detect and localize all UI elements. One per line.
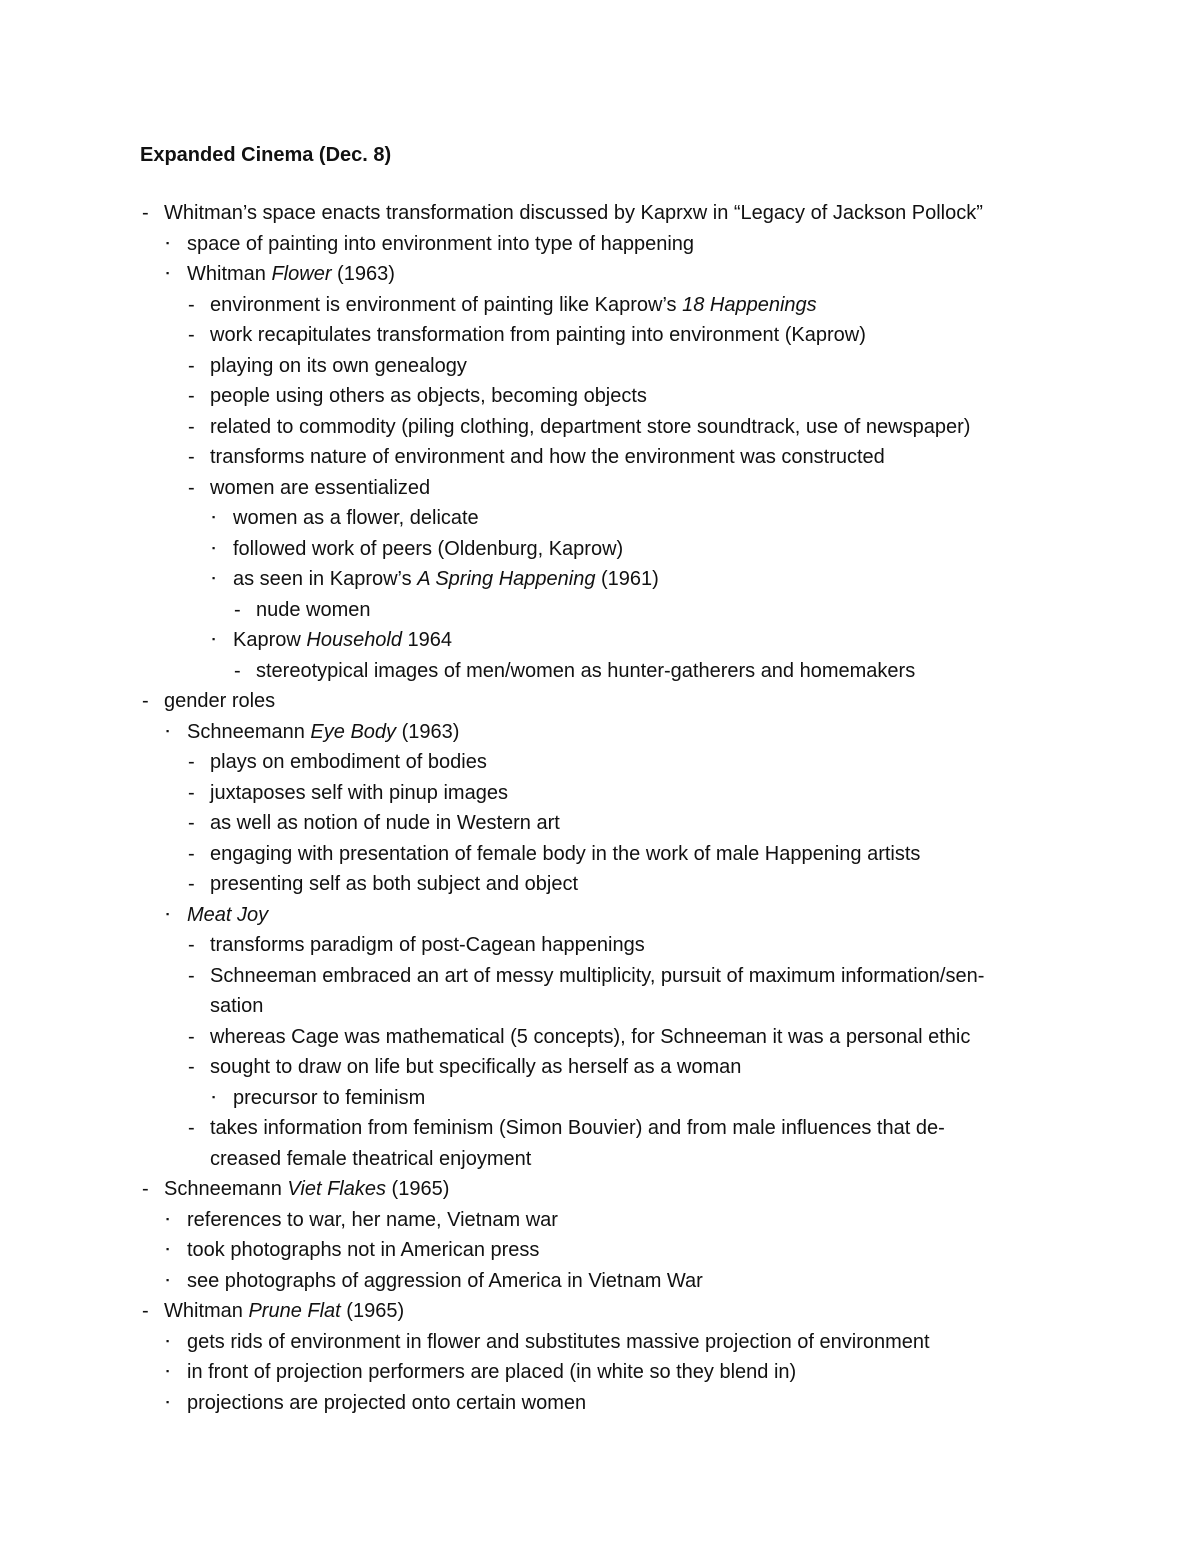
text-run: engaging with presentation of female body in the work of male Happening artists (210, 843, 921, 865)
outline-item (0, 1389, 1200, 1417)
text-run: (1963) (331, 263, 395, 285)
text-run: whereas Cage was mathematical (5 concepts), for Schneeman it was a personal ethic (210, 1026, 971, 1048)
outline-item (0, 260, 1200, 288)
outline-item-text (210, 474, 430, 502)
text-run: as seen in Kaprow’s (233, 568, 418, 590)
italic-title: Meat Joy (187, 904, 269, 926)
outline-item-text (233, 535, 623, 563)
text-run: (1961) (595, 568, 659, 590)
text-run: (1965) (386, 1178, 450, 1200)
outline-item (0, 840, 1200, 868)
outline-item (0, 443, 1200, 471)
text-run: in front of projection performers are placed (in white so they blend in) (187, 1361, 797, 1383)
dash-marker: - (188, 446, 195, 468)
text-run: (1963) (396, 721, 460, 743)
outline-item (0, 321, 1200, 349)
outline-item-text (210, 413, 970, 441)
bullet-marker: ▪ (212, 573, 216, 583)
outline-item-text (233, 626, 452, 654)
dash-marker: - (234, 660, 241, 682)
outline-item (0, 992, 1200, 1020)
outline-item-text (210, 382, 647, 410)
outline-item-text (233, 1084, 425, 1112)
outline-item-text (187, 1267, 703, 1295)
outline-item (0, 687, 1200, 715)
outline-item-text (210, 352, 467, 380)
text-run: Whitman (187, 263, 272, 285)
dash-marker: - (188, 1117, 195, 1139)
outline-item (0, 809, 1200, 837)
text-run: followed work of peers (Oldenburg, Kaprow) (233, 538, 624, 560)
text-run: transforms paradigm of post-Cagean happenings (210, 934, 645, 956)
text-run: Schneemann (187, 721, 311, 743)
bullet-marker: ▪ (212, 634, 216, 644)
bullet-marker: ▪ (166, 1214, 170, 1224)
outline-item-text (187, 1328, 930, 1356)
outline-item (0, 718, 1200, 746)
outline-item-text (210, 809, 560, 837)
bullet-marker: ▪ (166, 268, 170, 278)
bullet-marker: ▪ (212, 543, 216, 553)
outline-item-text (210, 443, 885, 471)
dash-marker: - (188, 1026, 195, 1048)
outline-item (0, 1023, 1200, 1051)
outline-item-text (210, 1053, 741, 1081)
dash-marker: - (142, 1300, 149, 1322)
bullet-marker: ▪ (166, 1275, 170, 1285)
outline-item (0, 504, 1200, 532)
text-run: gender roles (164, 690, 276, 712)
text-run: (1965) (340, 1300, 405, 1322)
text-run: sought to draw on life but specifically as herself as a woman (210, 1056, 742, 1078)
italic-title: Household (306, 629, 402, 651)
dash-marker: - (142, 1178, 149, 1200)
outline-item-text (210, 779, 508, 807)
outline-item (0, 199, 1200, 227)
dash-marker: - (188, 782, 195, 804)
outline-item (0, 870, 1200, 898)
italic-title: Flower (271, 263, 332, 285)
outline-item (0, 1267, 1200, 1295)
outline-item-text (210, 748, 487, 776)
text-run: playing on its own genealogy (210, 355, 467, 377)
text-run: nude women (256, 599, 371, 621)
document-title: Expanded Cinema (Dec. 8) (140, 144, 392, 166)
text-run: 1964 (402, 629, 453, 651)
dash-marker: - (188, 1056, 195, 1078)
outline-item (0, 1145, 1200, 1173)
text-run: Kaprow (233, 629, 307, 651)
text-run: Whitman’s space enacts transformation discussed by Kaprxw in “Legacy of Jackson Pollock” (164, 202, 983, 224)
outline-item (0, 1114, 1200, 1142)
outline-item (0, 474, 1200, 502)
text-run: transforms nature of environment and how the environment was constructed (210, 446, 885, 468)
dash-marker: - (188, 843, 195, 865)
outline-item-text (187, 230, 694, 258)
outline-item (0, 1175, 1200, 1203)
outline-item (0, 413, 1200, 441)
outline-item (0, 1053, 1200, 1081)
text-run: presenting self as both subject and object (210, 873, 579, 895)
outline-item-text (210, 1145, 531, 1173)
dash-marker: - (188, 324, 195, 346)
text-run: juxtaposes self with pinup images (210, 782, 508, 804)
outline-item-text (187, 901, 268, 929)
text-run: women are essentialized (210, 477, 431, 499)
outline-item (0, 1328, 1200, 1356)
outline-item (0, 230, 1200, 258)
text-run: related to commodity (piling clothing, department store soundtrack, use of newspaper) (210, 416, 971, 438)
dash-marker: - (188, 965, 195, 987)
outline-item-text (210, 962, 984, 990)
outline-item (0, 596, 1200, 624)
dash-marker: - (188, 751, 195, 773)
italic-title: Prune Flat (248, 1300, 341, 1322)
outline-item-text (210, 931, 645, 959)
italic-title: A Spring Happening (417, 568, 596, 590)
outline-item (0, 1297, 1200, 1325)
outline-item-text (210, 291, 817, 319)
outline-item-text (210, 840, 920, 868)
text-run: women as a flower, delicate (233, 507, 479, 529)
text-run: takes information from feminism (Simon Bouvier) and from male influences that de- (210, 1117, 945, 1139)
outline-item-text (210, 1023, 970, 1051)
outline-item-text (187, 1236, 539, 1264)
text-run: sation (210, 995, 264, 1017)
outline-item-text (187, 260, 395, 288)
outline-item-text (187, 718, 459, 746)
bullet-marker: ▪ (166, 1397, 170, 1407)
bullet-marker: ▪ (166, 238, 170, 248)
text-run: Whitman (164, 1300, 249, 1322)
bullet-marker: ▪ (166, 1244, 170, 1254)
dash-marker: - (188, 294, 195, 316)
outline-item-text (210, 870, 578, 898)
outline-item (0, 931, 1200, 959)
dash-marker: - (188, 416, 195, 438)
text-run: stereotypical images of men/women as hunter-gatherers and homemakers (256, 660, 916, 682)
outline-item-text (256, 657, 915, 685)
outline-item-text (164, 199, 983, 227)
italic-title: Viet Flakes (287, 1178, 386, 1200)
text-run: creased female theatrical enjoyment (210, 1148, 532, 1170)
italic-title: 18 Happenings (682, 294, 817, 316)
text-run: see photographs of aggression of America in Vietnam War (187, 1270, 703, 1292)
bullet-marker: ▪ (212, 1092, 216, 1102)
outline-item (0, 1358, 1200, 1386)
outline-item-text (187, 1206, 558, 1234)
outline-item (0, 657, 1200, 685)
text-run: precursor to feminism (233, 1087, 426, 1109)
text-run: Schneeman embraced an art of messy multiplicity, pursuit of maximum information/sen- (210, 965, 985, 987)
outline-item-text (164, 687, 275, 715)
text-run: space of painting into environment into type of happening (187, 233, 695, 255)
bullet-marker: ▪ (166, 1336, 170, 1346)
outline-item (0, 352, 1200, 380)
text-run: people using others as objects, becoming objects (210, 385, 647, 407)
outline-item (0, 748, 1200, 776)
text-run: work recapitulates transformation from painting into environment (Kaprow) (210, 324, 866, 346)
dash-marker: - (142, 202, 149, 224)
outline-item (0, 962, 1200, 990)
text-run: took photographs not in American press (187, 1239, 540, 1261)
outline-item-text (210, 321, 866, 349)
outline-item-text (233, 565, 659, 593)
dash-marker: - (234, 599, 241, 621)
outline-item (0, 382, 1200, 410)
text-run: gets rids of environment in flower and substitutes massive projection of environment (187, 1331, 930, 1353)
outline-item (0, 901, 1200, 929)
outline-item-text (164, 1175, 449, 1203)
dash-marker: - (188, 873, 195, 895)
dash-marker: - (188, 355, 195, 377)
bullet-marker: ▪ (212, 512, 216, 522)
outline-item (0, 565, 1200, 593)
bullet-marker: ▪ (166, 726, 170, 736)
dash-marker: - (142, 690, 149, 712)
outline-item (0, 535, 1200, 563)
dash-marker: - (188, 934, 195, 956)
outline-item (0, 626, 1200, 654)
dash-marker: - (188, 477, 195, 499)
bullet-marker: ▪ (166, 909, 170, 919)
text-run: projections are projected onto certain women (187, 1392, 587, 1414)
dash-marker: - (188, 385, 195, 407)
text-run: Schneemann (164, 1178, 288, 1200)
outline-item-text (210, 992, 263, 1020)
outline-item (0, 1084, 1200, 1112)
outline-item-text (164, 1297, 404, 1325)
text-run: environment is environment of painting like Kaprow’s (210, 294, 683, 316)
outline-item-text (233, 504, 479, 532)
outline-item-text (187, 1358, 796, 1386)
outline-item-text (187, 1389, 586, 1417)
outline-item (0, 1236, 1200, 1264)
outline-item (0, 779, 1200, 807)
outline-item-text (256, 596, 371, 624)
outline-item-text (210, 1114, 945, 1142)
outline-item (0, 291, 1200, 319)
text-run: references to war, her name, Vietnam war (187, 1209, 558, 1231)
italic-title: Eye Body (310, 721, 397, 743)
dash-marker: - (188, 812, 195, 834)
text-run: as well as notion of nude in Western art (210, 812, 560, 834)
text-run: plays on embodiment of bodies (210, 751, 487, 773)
bullet-marker: ▪ (166, 1366, 170, 1376)
outline-item (0, 1206, 1200, 1234)
